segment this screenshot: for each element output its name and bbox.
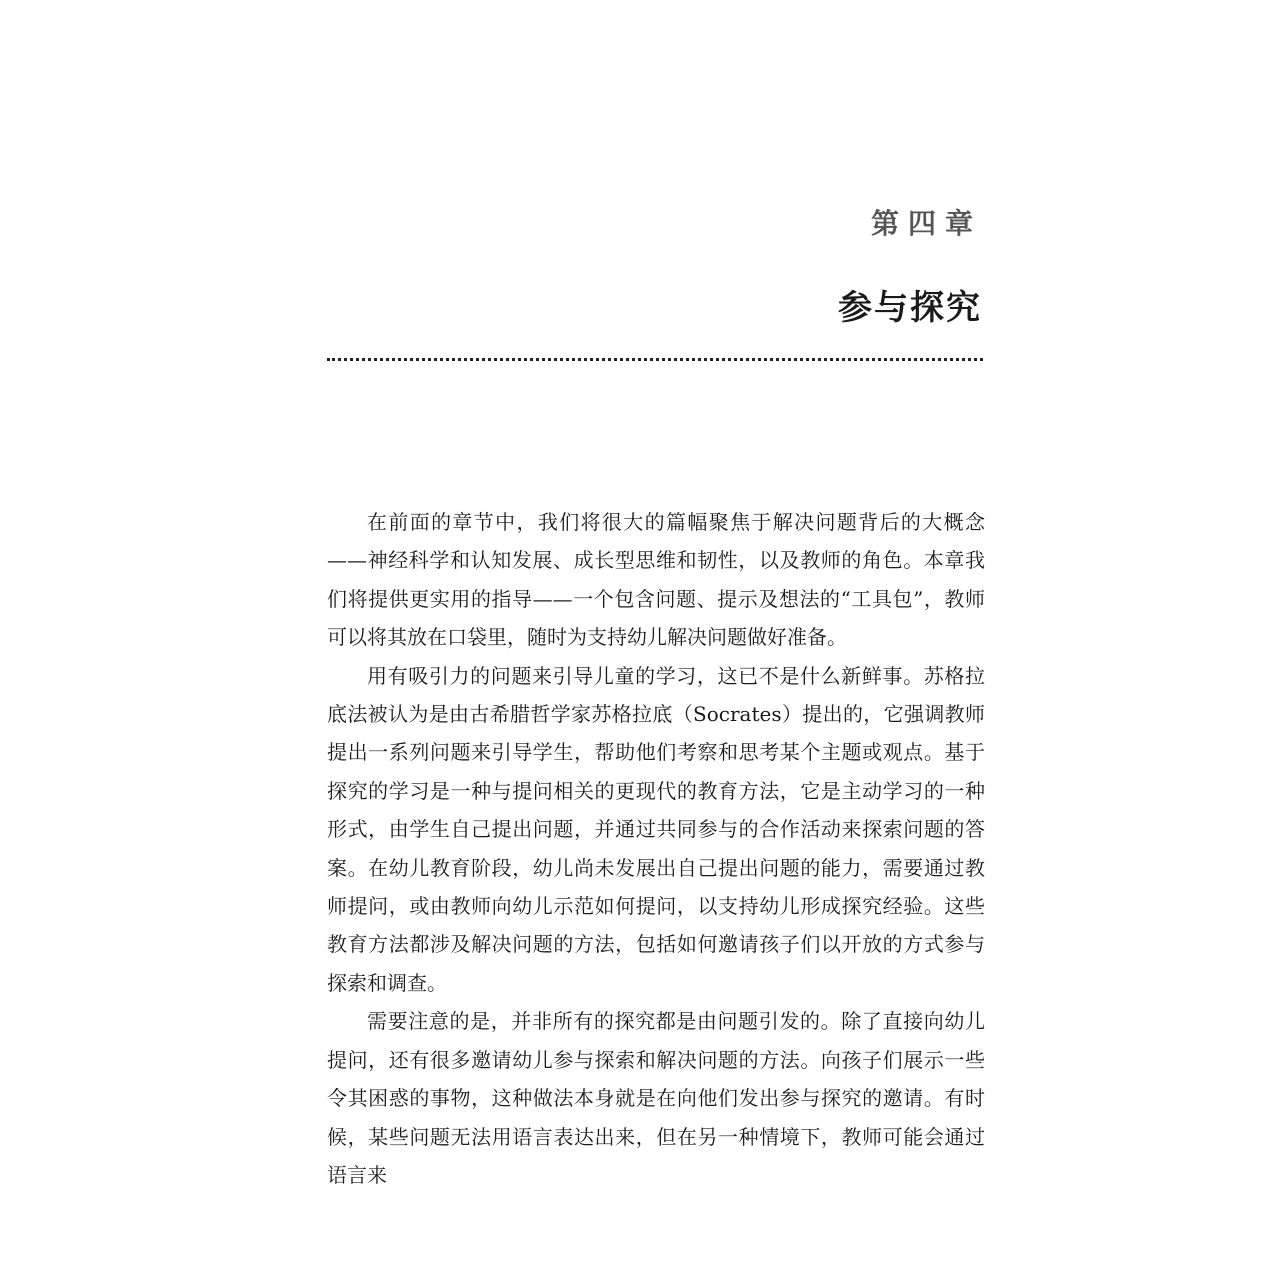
chapter-number: 第四章 — [870, 207, 982, 240]
paragraph-1: 在前面的章节中，我们将很大的篇幅聚焦于解决问题背后的大概念——神经科学和认知发展、成长型思维和韧性，以及教师的角色。本章我们将提供更实用的指导——一个包含问题、提示及想法的“工具包”，教师可以将其放在口袋里，随时为支持幼儿解决问题做好准备。 — [327, 510, 985, 650]
paragraph-2: 用有吸引力的问题来引导儿童的学习，这已不是什么新鲜事。苏格拉底法被认为是由古希腊哲学家苏格拉底（Socrates）提出的，它强调教师提出一系列问题来引导学生，帮助他们考察和思考某个主题或观点。基于探究的学习是一种与提问相关的更现代的教育方法，它是主动学习的一种形式，由学生自己提出问题，并通过共同参与的合作活动来探索问题的答案。在幼儿教育阶段，幼儿尚未发展出自己提出问题的能力，需要通过教师提问，或由教师向幼儿示范如何提问，以支持幼儿形成探究经验。这些教育方法都涉及解决问题的方法，包括如何邀请孩子们以开放的方式参与探索和调查。 — [327, 663, 985, 995]
dotted-divider — [327, 358, 983, 361]
body-text — [327, 503, 985, 1194]
paragraph-3: 需要注意的是，并非所有的探究都是由问题引发的。除了直接向幼儿提问，还有很多邀请幼儿参与探索和解决问题的方法。向孩子们展示一些令其困惑的事物，这种做法本身就是在向他们发出参与探究的邀请。有时候，某些问题无法用语言表达出来，但在另一种情境下，教师可能会通过语言来 — [327, 1009, 985, 1187]
chapter-title: 参与探究 — [838, 288, 982, 328]
